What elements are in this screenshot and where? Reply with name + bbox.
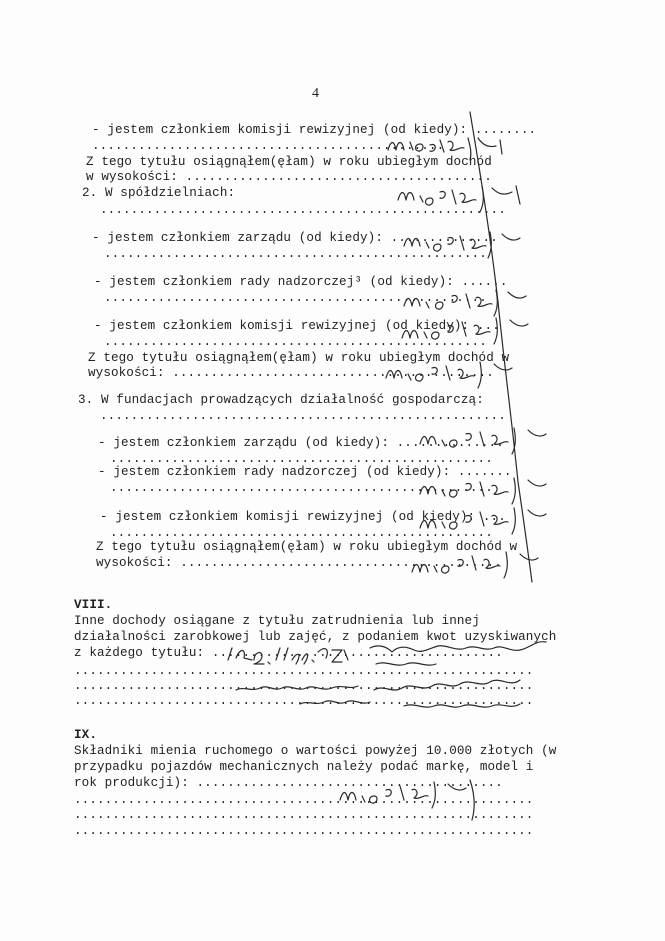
text-line: Z tego tytułu osiągnąłem(ęłam) w roku ubiegłym dochód w	[96, 540, 518, 554]
section-viii-heading: VIII.	[74, 598, 113, 612]
text-line: - jestem członkiem zarządu (od kiedy): ..............	[98, 436, 504, 450]
page-number: 4	[312, 86, 319, 101]
section-heading: 3. W fundacjach prowadzących działalność gospodarczą:	[78, 393, 484, 407]
dotted-line: ............................................................	[74, 793, 534, 807]
dotted-line: ..................................................	[104, 335, 487, 349]
text-line: z każdego tytułu: ......................................	[74, 646, 503, 660]
dotted-line: .....................................................	[100, 409, 506, 423]
text-line: Z tego tytułu osiągnąłem(ęłam) w roku ubiegłym dochód w	[88, 351, 510, 365]
text-line: w wysokości: ........................................	[86, 170, 492, 184]
dotted-line: ..............................................	[92, 139, 445, 153]
text-line: Z tego tytułu osiągnąłem(ęłam) w roku ubiegłym dochód	[86, 155, 492, 169]
text-line: - jestem członkiem zarządu (od kiedy): ..............	[92, 231, 498, 245]
text-line: wysokości: ..........................................	[88, 366, 494, 380]
section-ix-heading: IX.	[74, 728, 97, 742]
text-line: rok produkcji): ........................................	[74, 776, 503, 790]
dotted-line: ..................................................	[110, 526, 493, 540]
text-line: - jestem członkiem komisji rewizyjnej (od kiedy): ........	[92, 123, 537, 137]
section-heading: 2. W spółdzielniach:	[82, 186, 236, 200]
text-line: - jestem członkiem komisji rewizyjnej (od kiedy): ...	[100, 510, 506, 524]
dotted-line: ............................................................	[74, 679, 534, 693]
dotted-line: ..................................................	[104, 291, 487, 305]
text-line: - jestem członkiem rady nadzorczej³ (od kiedy): ......	[94, 275, 508, 289]
text-line: przypadku pojazdów mechanicznych należy podać markę, model i	[74, 760, 534, 774]
text-line: Inne dochody osiągane z tytułu zatrudnienia lub innej	[74, 614, 480, 628]
text-line: - jestem członkiem komisji rewizyjnej (od kiedy): ...	[94, 319, 500, 333]
text-line: działalności zarobkowej lub zajęć, z podaniem kwot uzyskiwanych	[74, 630, 557, 644]
dotted-line: .....................................................	[100, 203, 506, 217]
dotted-line: ..................................................	[110, 481, 493, 495]
text-line: Składniki mienia ruchomego o wartości powyżej 10.000 złotych (w	[74, 744, 557, 758]
dotted-line: ..................................................	[110, 452, 493, 466]
dotted-line: ............................................................	[74, 664, 534, 678]
dotted-line: ............................................................	[74, 694, 534, 708]
dotted-line: ............................................................	[74, 808, 534, 822]
text-line: wysokości: ..........................................	[96, 556, 502, 570]
text-line: - jestem członkiem rady nadzorczej (od kiedy): .......	[98, 465, 512, 479]
dotted-line: ............................................................	[74, 824, 534, 838]
dotted-line: ..................................................	[104, 247, 487, 261]
